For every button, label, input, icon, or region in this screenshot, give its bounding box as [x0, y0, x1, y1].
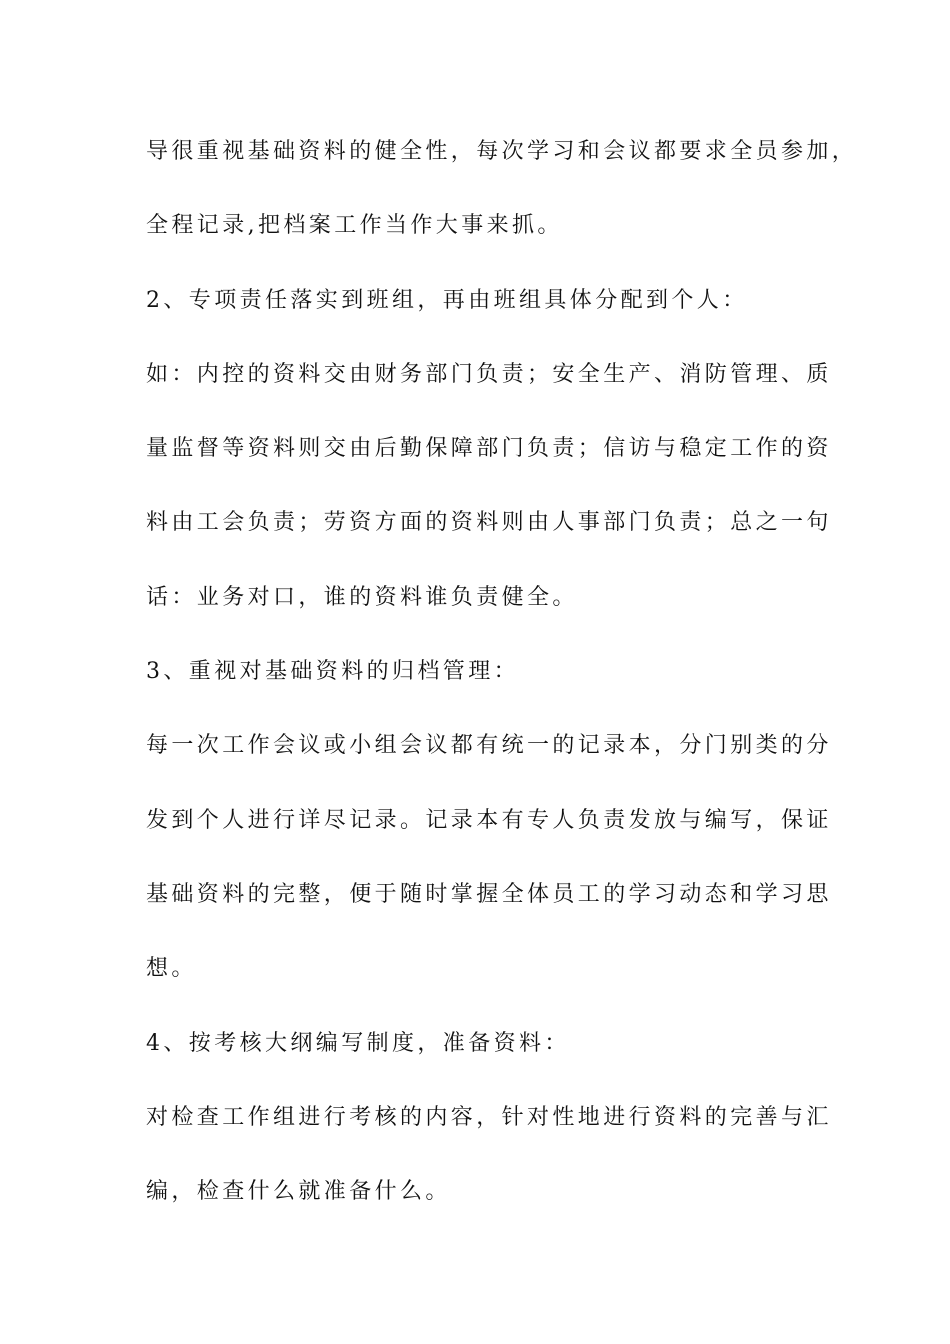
text-line: 编，检查什么就准备什么。: [146, 1179, 451, 1205]
text-line: 想。: [146, 956, 197, 982]
text-line: 基础资料的完整，便于随时掌握全体员工的学习动态和学习思: [146, 881, 832, 907]
text-line: 发到个人进行详尽记录。记录本有专人负责发放与编写，保证: [146, 807, 832, 833]
text-line: 量监督等资料则交由后勤保障部门负责；信访与稳定工作的资: [146, 436, 832, 462]
section-heading: 4、按考核大纲编写制度，准备资料：: [146, 1030, 570, 1056]
text-line: 对检查工作组进行考核的内容，针对性地进行资料的完善与汇: [146, 1104, 832, 1130]
text-line: 如：内控的资料交由财务部门负责；安全生产、消防管理、质: [146, 361, 832, 387]
text-line: 每一次工作会议或小组会议都有统一的记录本，分门别类的分: [146, 733, 832, 759]
text-line: 料由工会负责；劳资方面的资料则由人事部门负责；总之一句: [146, 510, 832, 536]
document-body: [146, 130, 858, 1244]
section-heading: 3、重视对基础资料的归档管理：: [146, 659, 519, 685]
text-line: 导很重视基础资料的健全性，每次学习和会议都要求全员参加，: [146, 139, 858, 164]
text-line: 话：业务对口，谁的资料谁负责健全。: [146, 584, 578, 610]
section-heading: 2、专项责任落实到班组，再由班组具体分配到个人：: [146, 287, 748, 313]
text-line: 全程记录,把档案工作当作大事来抓。: [146, 213, 563, 239]
